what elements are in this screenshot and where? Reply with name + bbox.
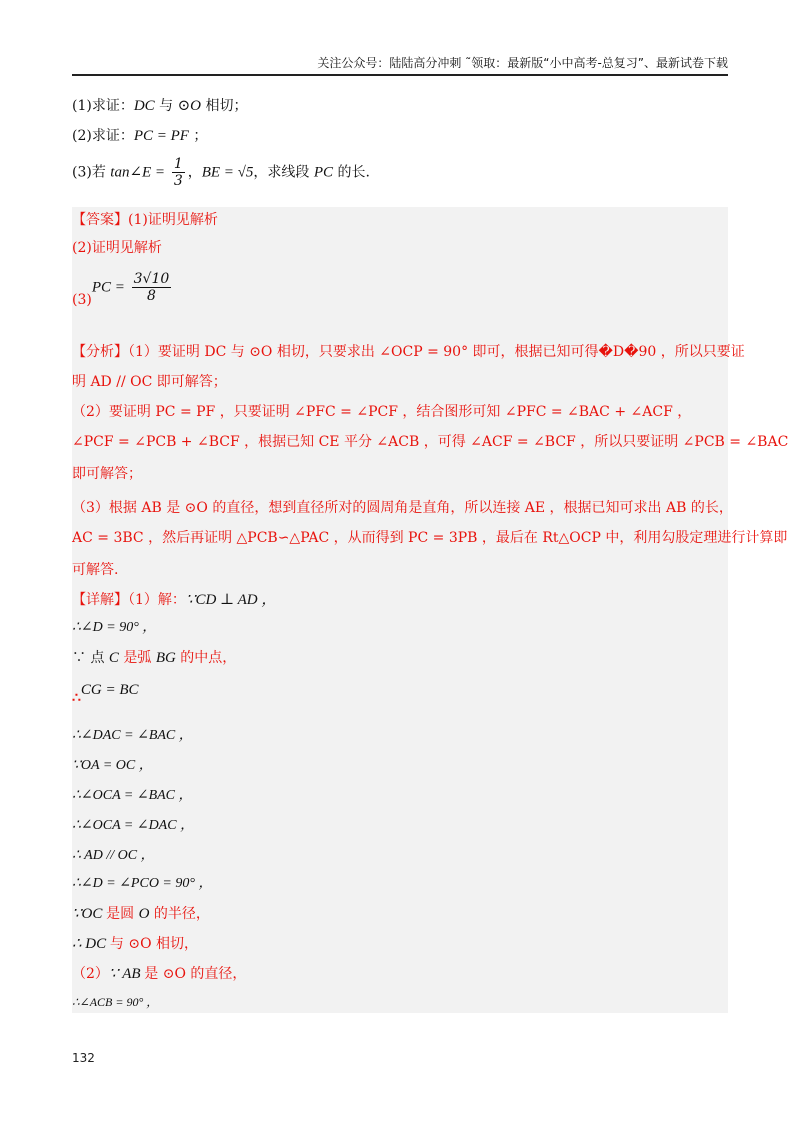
analysis-line-2: 明 AD // OC 即可解答； [72,374,227,390]
analysis-line-8: 可解答. [72,562,119,578]
detail-line-7: ∴∠OCA = ∠BAC ， [72,788,193,803]
detail-line-6: ∵OA = OC ， [72,758,153,773]
detail-line-5: ∴∠DAC = ∠BAC ， [72,728,193,743]
answer-line-2: (2)证明见解析 [72,240,162,256]
detail-line-13: （2）∵ AB 是 ⊙O 的直径， [72,966,247,982]
question-3: (3)若 tan∠E = $\frac{1}{3}$ ，BE = √5，求线段 PC 的长. [72,156,370,189]
page-header: 关注公众号：陆陆高分冲刺 ˜领取：最新版“小中高考-总复习”、最新试卷下载 [72,54,728,76]
answer-fraction: $\frac{3√10}{8}$ [133,271,170,304]
analysis-line-4: ∠PCF = ∠PCB + ∠BCF ，根据已知 CE 平分 ∠ACB ，可得 ∠ACF = ∠BCF ，所以只要证明 ∠PCB = ∠BAC [72,434,789,450]
analysis-line-5: 即可解答； [72,466,142,482]
detail-line-8: ∴∠OCA = ∠DAC ， [72,818,195,833]
detail-line-4: ∴CG = BC [72,682,139,706]
question-2: (2)求证：PC = PF ； [72,128,208,144]
analysis-line-7: AC = 3BC ，然后再证明 △PCB∽△PAC ，从而得到 PC = 3PB ，最后在 Rt△OCP 中，利用勾股定理进行计算即 [72,530,788,546]
detail-line-3: ∵ 点 C 是弧 BG 的中点， [72,650,237,666]
detail-line-14: ∴∠ACB = 90° ， [72,995,159,1009]
answer-line-3: (3)PC = $\frac{3√10}{8}$ [72,271,170,308]
detail-line-11: ∵OC 是圆 O 的半径， [72,906,210,922]
page-number: 132 [72,1051,95,1065]
detail-line-2: ∴∠D = 90° ， [72,620,157,635]
analysis-line-6: （3）根据 AB 是 ⊙O 的直径，想到直径所对的圆周角是直角，所以连接 AE ，根据已知可求出 AB 的长， [72,500,733,516]
question-1: (1)求证：DC 与 ⊙O 相切； [72,98,248,114]
detail-line-10: ∴∠D = ∠PCO = 90° ， [72,876,213,891]
analysis-line-3: （2）要证明 PC = PF ，只要证明 ∠PFC = ∠PCF ，结合图形可知 ∠PFC = ∠BAC + ∠ACF ， [72,404,692,420]
detail-line-9: ∴ AD // OC ， [72,848,155,863]
fraction-one-third: $\frac{1}{3}$ [173,156,183,189]
answer-block [72,207,789,1013]
detail-line-1: 【详解】（1）解：∵CD ⊥ AD ， [72,592,277,608]
detail-line-12: ∴ DC 与 ⊙O 相切， [72,936,198,952]
answer-line-1: 【答案】(1)证明见解析 [72,212,218,228]
analysis-line-1: 【分析】（1）要证明 DC 与 ⊙O 相切，只要求出 ∠OCP = 90° 即可，根据已知可得�D�90 ，所以只要证 [72,344,745,360]
